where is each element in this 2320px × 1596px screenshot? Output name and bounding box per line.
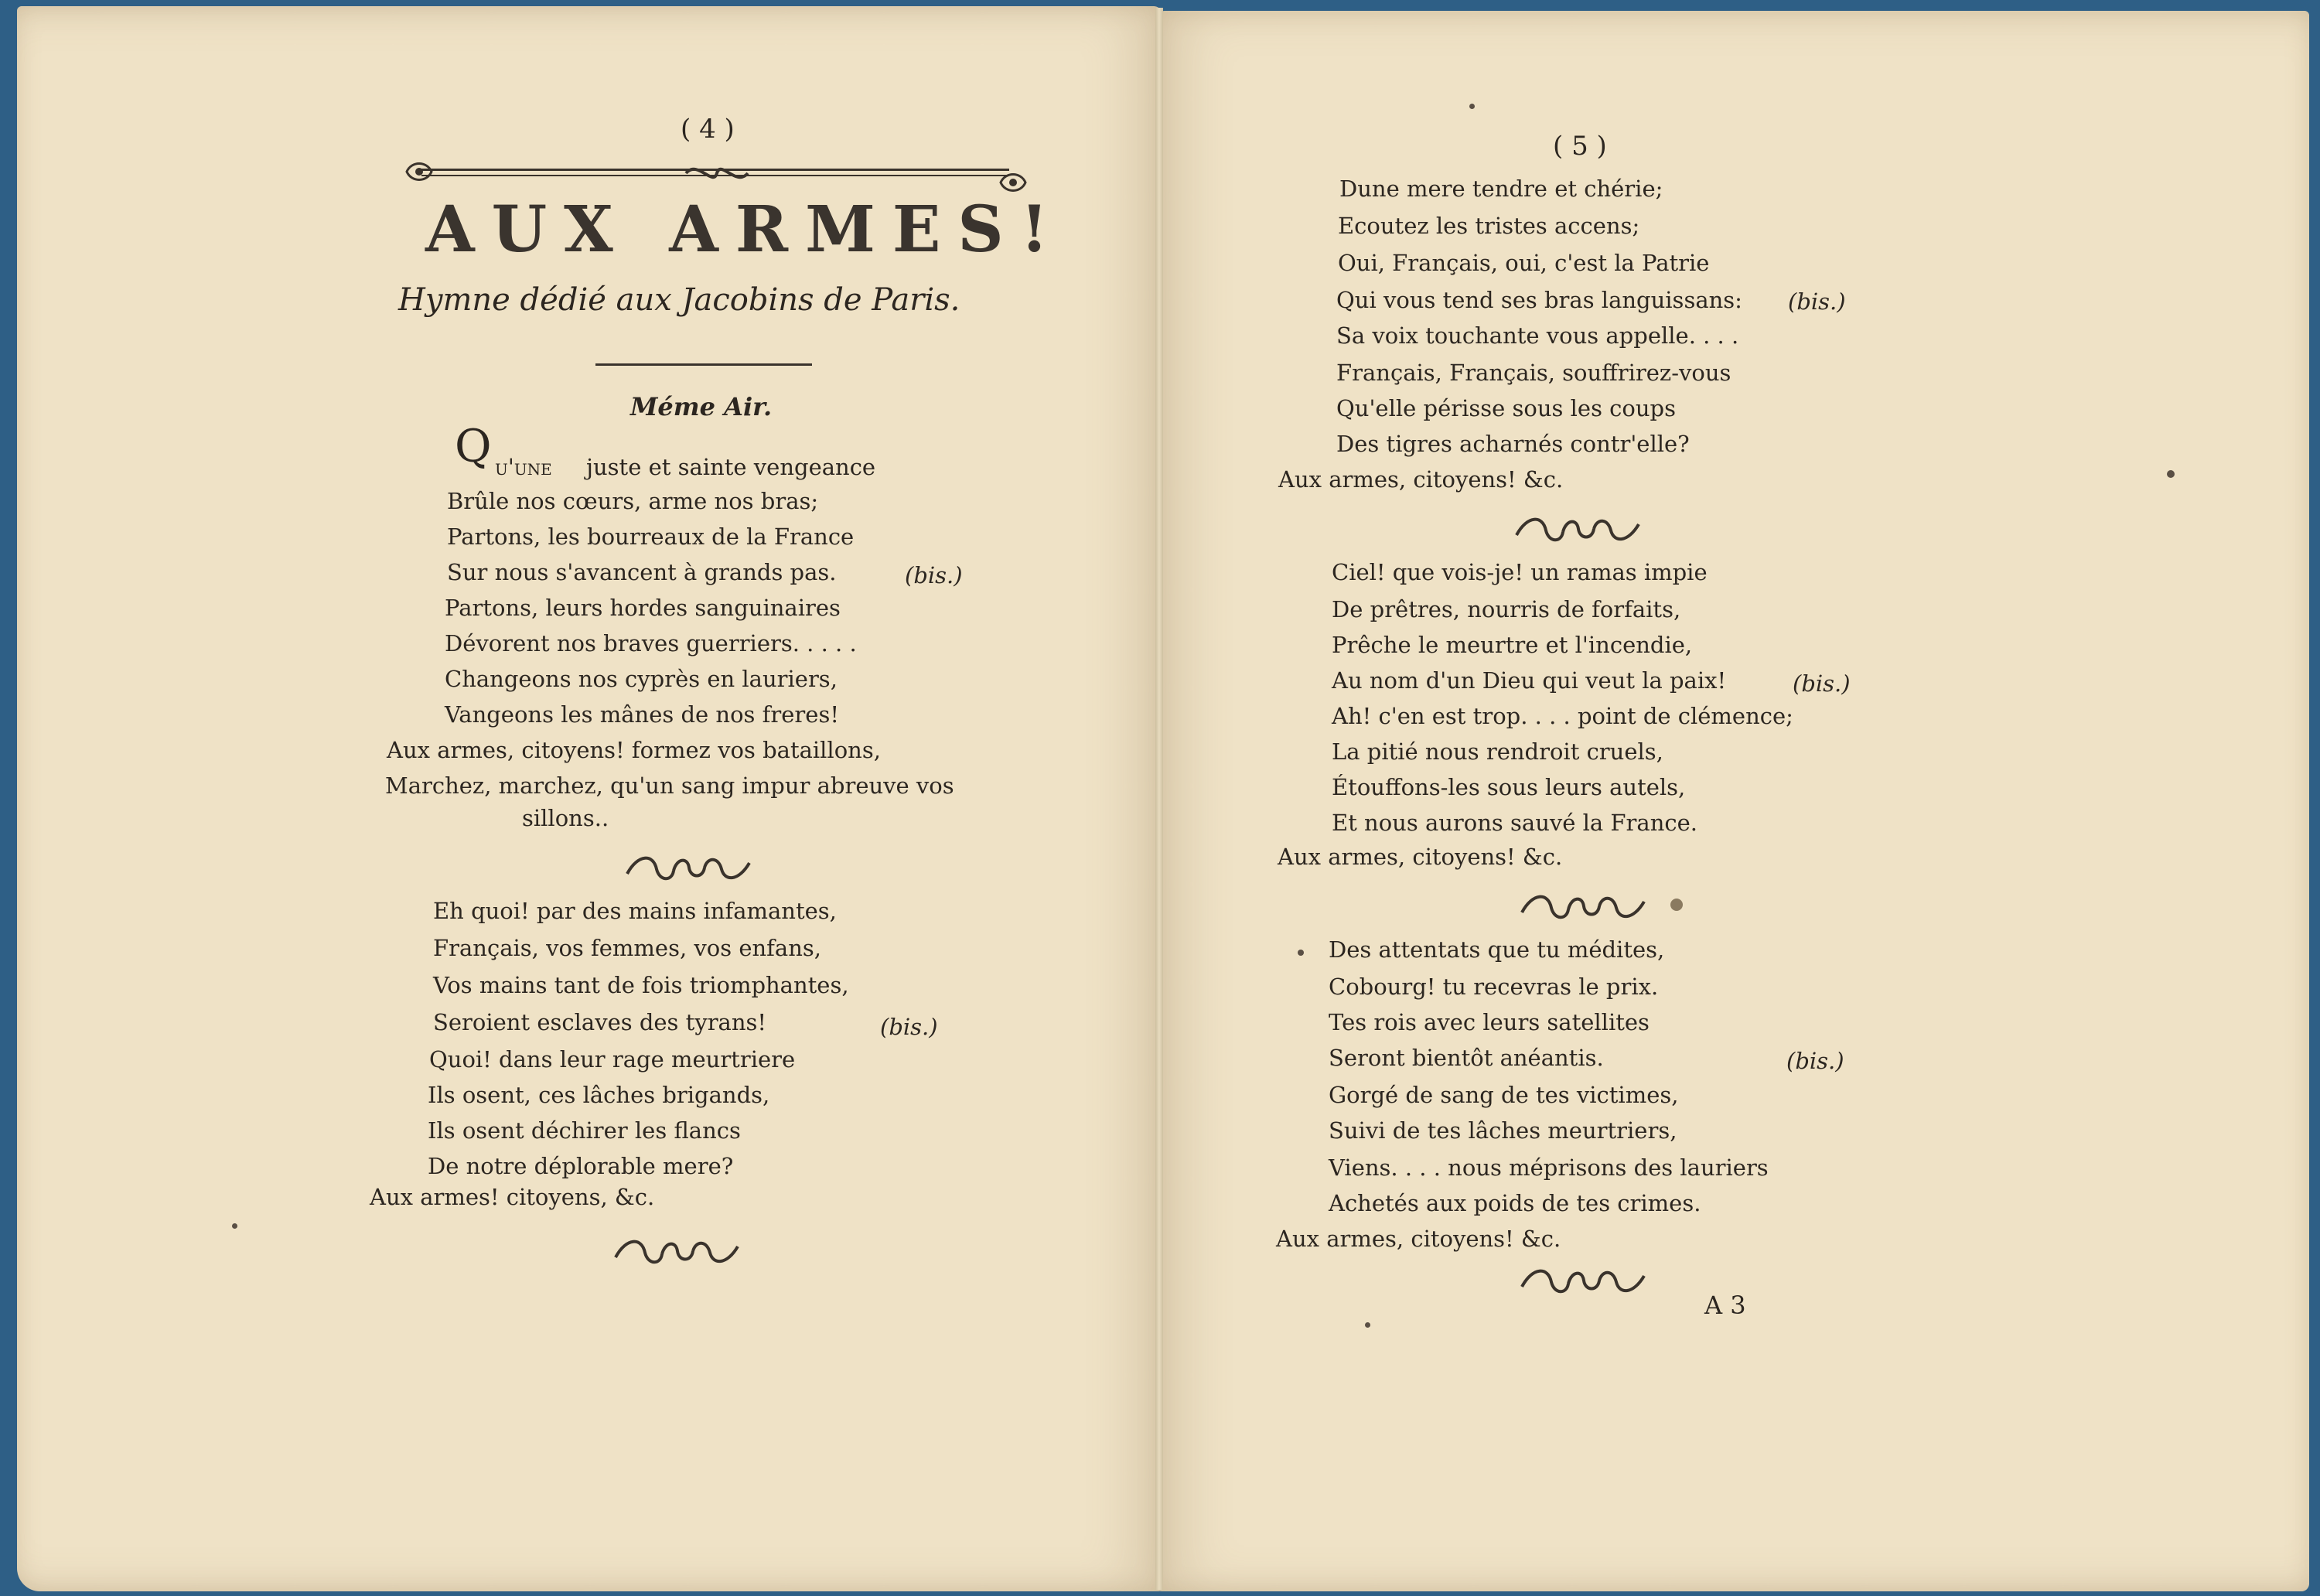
refrain-line: Aux armes, citoyens! &c. bbox=[1278, 844, 1563, 870]
verse-line: Vangeons les mânes de nos freres! bbox=[445, 701, 839, 728]
refrain-line: Marchez, marchez, qu'un sang impur abreuve vos bbox=[385, 772, 954, 799]
verse-line: Gorgé de sang de tes victimes, bbox=[1329, 1082, 1679, 1108]
page-number-left: ( 4 ) bbox=[681, 114, 735, 145]
title-divider bbox=[595, 363, 812, 366]
flourish-icon bbox=[611, 1234, 742, 1270]
verse-line: Tes rois avec leurs satellites bbox=[1329, 1009, 1650, 1035]
flourish-icon bbox=[1512, 512, 1643, 547]
bis-marker: (bis.) bbox=[905, 562, 963, 588]
verse-line: Français, Français, souffrirez-vous bbox=[1336, 360, 1731, 386]
verse-line: Changeons nos cyprès en lauriers, bbox=[445, 666, 838, 692]
verse-line: Étouffons-les sous leurs autels, bbox=[1332, 774, 1686, 800]
verse-line: Ils osent, ces lâches brigands, bbox=[428, 1082, 770, 1108]
right-page bbox=[1157, 11, 2309, 1591]
refrain-line: Aux armes, citoyens! formez vos bataillons, bbox=[387, 737, 881, 763]
verse-line: Ecoutez les tristes accens; bbox=[1338, 213, 1640, 239]
paper-speck bbox=[2167, 470, 2175, 478]
paper-speck bbox=[1365, 1322, 1370, 1328]
verse-line: Prêche le meurtre et l'incendie, bbox=[1332, 632, 1693, 658]
verse-line: Achetés aux poids de tes crimes. bbox=[1329, 1190, 1701, 1216]
verse-line: Sur nous s'avancent à grands pas. bbox=[447, 559, 837, 585]
hymn-subtitle: Hymne dédié aux Jacobins de Paris. bbox=[398, 282, 960, 318]
flourish-icon bbox=[1517, 1264, 1649, 1299]
refrain-line: Aux armes! citoyens, &c. bbox=[370, 1184, 655, 1210]
verse-line: Seroient esclaves des tyrans! bbox=[433, 1009, 767, 1035]
verse-line: Français, vos femmes, vos enfans, bbox=[433, 935, 821, 961]
paper-speck bbox=[1298, 950, 1304, 956]
page-number-right: ( 5 ) bbox=[1553, 131, 1607, 162]
verse-line: La pitié nous rendroit cruels, bbox=[1332, 738, 1663, 765]
refrain-line: Aux armes, citoyens! &c. bbox=[1276, 1226, 1561, 1252]
verse-line: Partons, les bourreaux de la France bbox=[447, 523, 855, 550]
verse-line: Quoi! dans leur rage meurtriere bbox=[429, 1046, 796, 1073]
verse-line: Au nom d'un Dieu qui veut la paix! bbox=[1332, 667, 1727, 694]
verse-line: Eh quoi! par des mains infamantes, bbox=[433, 898, 837, 924]
verse-line: Et nous aurons sauvé la France. bbox=[1332, 810, 1697, 836]
verse-line: Ah! c'en est trop. . . . point de clémence; bbox=[1332, 703, 1793, 729]
verse-line: Seront bientôt anéantis. bbox=[1329, 1045, 1604, 1071]
verse-line: Ciel! que vois-je! un ramas impie bbox=[1332, 559, 1708, 585]
bis-marker: (bis.) bbox=[1788, 288, 1846, 315]
first-word: u'une bbox=[495, 454, 552, 480]
verse-line: De notre déplorable mere? bbox=[428, 1153, 734, 1179]
verse-line: Des tigres acharnés contr'elle? bbox=[1336, 431, 1690, 457]
refrain-line: Aux armes, citoyens! &c. bbox=[1278, 466, 1564, 493]
verse-line: Oui, Français, oui, c'est la Patrie bbox=[1338, 250, 1710, 276]
verse-line: Qui vous tend ses bras languissans: bbox=[1336, 287, 1742, 313]
signature-mark: A 3 bbox=[1704, 1291, 1746, 1320]
flourish-icon bbox=[623, 851, 754, 886]
bis-marker: (bis.) bbox=[1786, 1048, 1844, 1074]
bis-marker: (bis.) bbox=[1793, 670, 1851, 697]
flourish-icon bbox=[1517, 889, 1649, 925]
verse-line: Des attentats que tu médites, bbox=[1329, 936, 1665, 963]
book-spine bbox=[1155, 8, 1163, 1590]
verse-line: Vos mains tant de fois triomphantes, bbox=[433, 972, 849, 998]
verse-line: Cobourg! tu recevras le prix. bbox=[1329, 974, 1659, 1000]
paper-speck bbox=[1469, 104, 1475, 109]
verse-line: De prêtres, nourris de forfaits, bbox=[1332, 596, 1681, 622]
hymn-title: AUX ARMES! bbox=[425, 193, 1066, 267]
verse-line: Dune mere tendre et chérie; bbox=[1339, 176, 1663, 202]
verse-line: Viens. . . . nous méprisons des lauriers bbox=[1329, 1154, 1769, 1181]
verse-line: Qu'elle périsse sous les coups bbox=[1336, 395, 1677, 421]
drop-cap: Q bbox=[455, 420, 492, 472]
paper-speck bbox=[1670, 899, 1683, 911]
verse-line: Suivi de tes lâches meurtriers, bbox=[1329, 1117, 1677, 1144]
verse-line: Ils osent déchirer les flancs bbox=[428, 1117, 741, 1144]
verse-line: juste et sainte vengeance bbox=[586, 454, 876, 480]
air-indication: Méme Air. bbox=[630, 392, 773, 421]
paper-speck bbox=[232, 1223, 237, 1229]
refrain-line: sillons.. bbox=[522, 805, 609, 831]
verse-line: Partons, leurs hordes sanguinaires bbox=[445, 595, 841, 621]
bis-marker: (bis.) bbox=[880, 1014, 938, 1040]
verse-line: Sa voix touchante vous appelle. . . . bbox=[1336, 322, 1739, 349]
verse-line: Dévorent nos braves guerriers. . . . . bbox=[445, 630, 857, 656]
verse-line: Brûle nos cœurs, arme nos bras; bbox=[447, 488, 819, 514]
